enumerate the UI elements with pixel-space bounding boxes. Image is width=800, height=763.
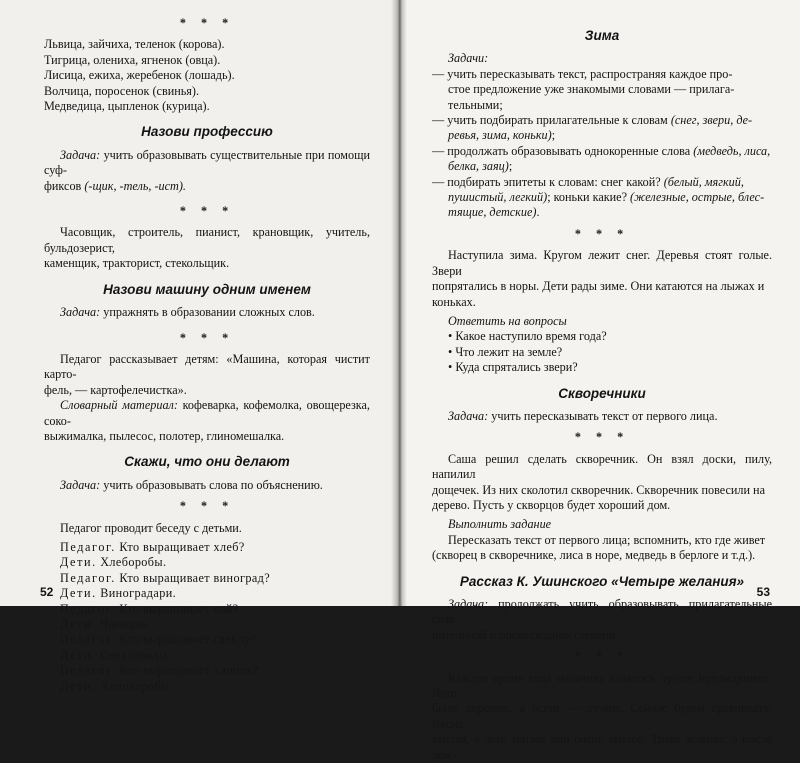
task-label: Задача: (448, 408, 489, 423)
dialog-line (44, 602, 370, 617)
task-paragraph (44, 478, 370, 493)
text: . (536, 205, 540, 220)
section-title-winter: Зима (584, 28, 620, 43)
list-item-cont (432, 190, 772, 205)
text-paragraph-cont (432, 701, 772, 763)
list-item: Волчица, поросенок (свинья). (44, 83, 200, 98)
speaker: Дети. (60, 678, 97, 693)
animal-pairs-list (44, 37, 370, 114)
tasks-label: Задачи: (448, 51, 489, 66)
dialog-line (44, 586, 370, 601)
dialog-text: Чаеводы. (96, 617, 152, 631)
text: ; (551, 128, 556, 143)
intro-paragraph: Педагог проводит беседу с детьми. (60, 520, 242, 535)
text-line: (скворец в скворечнике, лиса в норе, медведь в берлоге и т.д.). (432, 548, 756, 563)
right-page-content (432, 14, 772, 763)
text-line: коньках. (432, 294, 476, 309)
speaker: Дети. (60, 555, 97, 570)
text-paragraph-cont (432, 483, 772, 514)
questions-label: Ответить на вопросы (448, 313, 567, 328)
text: — продолжать образовывать однокоренные слова (432, 143, 694, 158)
text-paragraph-cont (44, 383, 370, 398)
exercise-label: Выполнить задание (448, 517, 552, 532)
italic-text: (железные, острые, блес- (630, 190, 765, 205)
dialog-line (44, 648, 370, 663)
task-paragraph (44, 148, 370, 179)
separator-stars: * * * (179, 330, 235, 345)
dialog-line (44, 571, 370, 586)
task-label: Задача: (448, 597, 489, 611)
italic-text: (снег, звери, де- (670, 113, 753, 128)
section-title-machine: Назови машину одним именем (103, 281, 311, 297)
italic-text: белка, заяц) (448, 159, 509, 174)
italic-text: ревья, зима, коньки) (448, 128, 552, 143)
list-item (432, 175, 772, 190)
task-text: упражнять в образовании сложных слов. (100, 305, 315, 320)
list-item-cont (432, 159, 772, 174)
list-item: Тигрица, олениха, ягненок (овца). (44, 52, 221, 67)
section-title-profession: Назови профессию (141, 124, 273, 140)
dialog-text: Хлопкоробы. (96, 678, 174, 693)
text: ; коньки какие? (547, 190, 631, 205)
list-item: Львица, зайчиха, теленок (корова). (44, 37, 225, 52)
task-paragraph-cont (44, 179, 370, 194)
speaker: Дети. (60, 586, 97, 601)
separator-stars: * * * (179, 204, 235, 219)
task-paragraph (44, 305, 370, 320)
text-paragraph (432, 671, 772, 702)
vocab-paragraph (44, 398, 370, 429)
list-item-cont (432, 205, 772, 220)
task-label: Задача: (60, 305, 101, 320)
text-line: Саша решил сделать скворечник. Он взял доски, пилу, напилил (432, 451, 772, 482)
text-line: попрятались в норы. Дети рады зиме. Они катаются на лыжах и (432, 279, 765, 294)
list-item: Медведица, цыпленок (курица). (44, 99, 210, 114)
tasks-list (432, 67, 772, 221)
separator-stars: * * * (179, 499, 235, 514)
text: ; (508, 159, 513, 174)
text-line: было хорошее, а осень — лучше. Сейчас будем сравнивать. Весна (432, 701, 772, 731)
dialog-line (44, 540, 370, 555)
exercise-paragraph (432, 533, 772, 548)
left-page (0, 0, 397, 693)
task-label: Задача: (60, 147, 101, 162)
book-gutter (391, 0, 407, 606)
task-text: учить пересказывать текст от первого лица. (488, 408, 718, 423)
dialog-line (44, 555, 370, 570)
italic-text: пушистый, легкий) (448, 190, 548, 205)
dialog-text: Кто выращивает свеклу? (115, 632, 257, 647)
dialog-block (44, 540, 370, 694)
text-paragraph (432, 248, 772, 279)
list-item: — учить пересказывать текст, распространяя каждое про- (432, 66, 733, 81)
section-title-what-they-do: Скажи, что они делают (124, 454, 290, 470)
task-text: фиксов (44, 178, 85, 193)
text-paragraph (44, 352, 370, 383)
task-paragraph-cont: нительной и превосходной степени. (432, 627, 619, 642)
right-page (401, 0, 800, 762)
list-item (432, 144, 772, 159)
task-text: учить образовывать слова по объяснению. (100, 477, 323, 492)
task-paragraph (432, 597, 772, 628)
task-text: продолжать учить образовывать прилагательные срав- (432, 597, 772, 627)
section-title-starling-houses: Скворечники (558, 385, 646, 401)
separator-stars: * * * (574, 430, 630, 445)
italic-text: (белый, мягкий, (663, 174, 744, 189)
italic-text: тящие, детские) (448, 205, 537, 220)
dialog-text: Кто выращивает виноград? (115, 570, 271, 585)
list-item (432, 113, 772, 128)
separator-stars: * * * (574, 226, 630, 241)
list-item: Лисица, ежиха, жеребенок (лошадь). (44, 68, 235, 83)
text: — учить подбирать прилагательные к словам (432, 113, 671, 128)
list-item-cont: тельными; (448, 97, 503, 112)
separator-stars: * * * (179, 16, 235, 30)
dialog-text: Свекловоды. (96, 647, 171, 662)
text-line: Пересказать текст от первого лица; вспомнить, кто где живет (448, 532, 766, 547)
speaker: Дети. (60, 617, 97, 631)
text-line: фель, — картофелечистка». (44, 382, 187, 397)
dialog-text: Кто выращивает чай? (115, 601, 239, 616)
page-number: 52 (40, 584, 54, 599)
text-line: каменщик, тракторист, стекольщик. (44, 256, 230, 271)
page-number: 53 (756, 584, 770, 599)
speaker: Педагог. (60, 570, 116, 585)
speaker: Педагог. (60, 539, 116, 554)
text-line: Часовщик, строитель, пианист, крановщик, учитель, бульдозерист, (44, 225, 370, 255)
task-suffixes: (-щик, -тель, -ист). (84, 178, 186, 193)
text: — подбирать эпитеты к словам: снег какой? (432, 174, 664, 189)
italic-text: (медведь, лиса, (693, 143, 771, 158)
question-item: • Какое наступило время года? (448, 329, 607, 344)
dialog-line (44, 663, 370, 678)
question-item: • Куда спрятались звери? (448, 360, 578, 375)
dialog-text: Виноградари. (96, 586, 177, 601)
dialog-line (44, 632, 370, 647)
dialog-text: Кто выращивает хлеб? (115, 539, 245, 554)
text-line: Наступила зима. Кругом лежит снег. Деревья стоят голые. Звери (432, 248, 772, 278)
text-line: Каждое время года мальчику казалось лучше предыдущего. Лето (432, 670, 772, 701)
text-paragraph (432, 452, 772, 483)
speaker: Педагог. (60, 632, 116, 647)
separator-stars: * * * (574, 649, 630, 664)
speaker: Педагог. (60, 601, 116, 616)
task-label: Задача: (60, 477, 101, 492)
text-line: дерево. Пусть у скворцов будет хороший дом. (432, 497, 671, 512)
text-line: дощечек. Из них сколотил скворечник. Скворечник повесили на (432, 482, 765, 497)
list-item-cont (432, 128, 772, 143)
exercise-paragraph-cont (432, 548, 772, 563)
text-paragraph-cont (432, 279, 772, 310)
text-line: теплая, а лето теплее или очень теплое. Трава зеленая, а после дож- (432, 732, 772, 762)
words-paragraph (44, 225, 370, 271)
vocab-text: выжималка, пылесос, полотер, глиномешалка. (44, 428, 285, 443)
list-item-cont: стое предложение уже знакомыми словами — прилага- (448, 82, 735, 97)
question-item: • Что лежит на земле? (448, 344, 563, 359)
section-title-four-wishes: Рассказ К. Ушинского «Четыре желания» (459, 573, 745, 589)
vocab-text: кофеварка, кофемолка, овощерезка, соко- (44, 398, 370, 428)
task-text: учить образовывать существительные при помощи суф- (44, 147, 370, 178)
dialog-text: Кто выращивает хлопок? (115, 663, 259, 678)
speaker: Дети. (60, 647, 97, 662)
left-page-content (44, 14, 370, 694)
text-line: Педагог рассказывает детям: «Машина, которая чистит карто- (44, 351, 370, 382)
vocab-label: Словарный материал: (60, 398, 178, 413)
dialog-text: Хлеборобы. (96, 555, 167, 570)
dialog-line (44, 679, 370, 694)
speaker: Педагог. (60, 663, 116, 678)
questions-list (432, 329, 772, 375)
task-paragraph (432, 409, 772, 424)
dialog-line (44, 617, 370, 632)
vocab-paragraph-cont (44, 429, 370, 444)
